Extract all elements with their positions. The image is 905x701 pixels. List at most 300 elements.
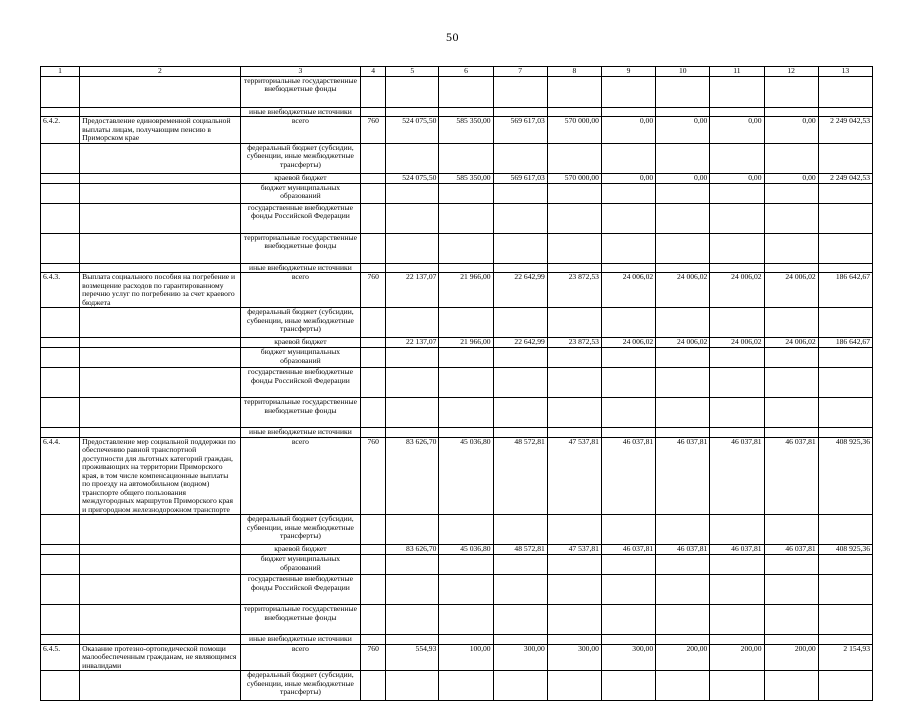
empty-cell xyxy=(710,515,764,545)
table-row xyxy=(41,273,873,308)
amount-cell: 24 006,02 xyxy=(764,338,818,348)
empty-cell xyxy=(601,428,655,438)
amount-cell: 0,00 xyxy=(710,173,764,183)
empty-cell xyxy=(656,368,710,398)
empty-cell xyxy=(439,233,493,263)
empty-cell xyxy=(818,203,872,233)
name-cell xyxy=(80,575,241,605)
empty-cell xyxy=(439,143,493,173)
empty-cell xyxy=(361,368,386,398)
empty-cell xyxy=(710,671,764,701)
amount-cell: 300,00 xyxy=(493,644,547,671)
table-row xyxy=(41,515,873,545)
code-cell xyxy=(41,348,80,368)
code-cell xyxy=(41,76,80,107)
funding-source: иные внебюджетные источники xyxy=(240,107,360,117)
empty-cell xyxy=(547,368,601,398)
code-cell xyxy=(41,671,80,701)
empty-cell xyxy=(386,671,439,701)
empty-cell xyxy=(818,368,872,398)
funding-source: федеральный бюджет (субсидии, субвенции, иные межбюджетные трансферты) xyxy=(240,515,360,545)
amount-cell: 200,00 xyxy=(710,644,764,671)
empty-cell xyxy=(547,635,601,645)
empty-cell xyxy=(656,348,710,368)
amount-cell: 46 037,81 xyxy=(656,437,710,515)
empty-cell xyxy=(601,398,655,428)
amount-cell: 524 075,50 xyxy=(386,173,439,183)
amount-cell: 46 037,81 xyxy=(601,545,655,555)
amount-cell: 24 006,02 xyxy=(710,273,764,308)
header-row xyxy=(41,67,873,77)
amount-cell: 186 642,67 xyxy=(818,273,872,308)
empty-cell xyxy=(493,368,547,398)
amount-cell: 0,00 xyxy=(601,117,655,144)
table-row xyxy=(41,635,873,645)
table-row xyxy=(41,575,873,605)
empty-cell xyxy=(386,348,439,368)
empty-cell xyxy=(601,183,655,203)
empty-cell xyxy=(818,308,872,338)
empty-cell xyxy=(493,308,547,338)
name-cell xyxy=(80,671,241,701)
empty-cell xyxy=(710,398,764,428)
code-cell xyxy=(41,575,80,605)
empty-cell xyxy=(764,398,818,428)
empty-cell xyxy=(439,428,493,438)
table-row xyxy=(41,545,873,555)
empty-cell xyxy=(386,308,439,338)
empty-cell xyxy=(439,308,493,338)
empty-cell xyxy=(710,575,764,605)
empty-cell xyxy=(764,183,818,203)
empty-cell xyxy=(710,308,764,338)
empty-cell xyxy=(361,575,386,605)
name-cell xyxy=(80,368,241,398)
empty-cell xyxy=(493,575,547,605)
column-header: 4 xyxy=(361,67,386,77)
funding-source: государственные внебюджетные фонды Российской Федерации xyxy=(240,575,360,605)
empty-cell xyxy=(547,428,601,438)
amount-cell: 569 617,03 xyxy=(493,117,547,144)
empty-cell xyxy=(818,107,872,117)
empty-cell xyxy=(386,605,439,635)
empty-cell xyxy=(818,605,872,635)
empty-cell xyxy=(710,605,764,635)
empty-cell xyxy=(818,555,872,575)
empty-cell xyxy=(601,575,655,605)
amount-cell: 22 137,07 xyxy=(386,273,439,308)
table-row xyxy=(41,117,873,144)
table-row xyxy=(41,437,873,515)
table-row xyxy=(41,173,873,183)
empty-cell xyxy=(656,263,710,273)
empty-cell xyxy=(439,575,493,605)
item-name: Предоставление мер социальной поддержки по обеспечению равной транспортной доступности для льготных категорий граждан, проживающих на территории Приморского края, в том числе компенсационные выплаты по проезду на автомобильном (водном) транспорте общего пользования междугородных маршрутов Приморского края и пригородном железнодорожном транспорте xyxy=(80,437,241,515)
amount-cell: 48 572,81 xyxy=(493,545,547,555)
table-row xyxy=(41,348,873,368)
table-row xyxy=(41,263,873,273)
amount-cell: 0,00 xyxy=(764,117,818,144)
page-number: 50 xyxy=(446,30,459,44)
empty-cell xyxy=(439,183,493,203)
table-row xyxy=(41,107,873,117)
kbk-code: 760 xyxy=(361,117,386,144)
empty-cell xyxy=(361,338,386,348)
empty-cell xyxy=(601,107,655,117)
empty-cell xyxy=(361,173,386,183)
empty-cell xyxy=(710,183,764,203)
empty-cell xyxy=(764,76,818,107)
funding-source: иные внебюджетные источники xyxy=(240,263,360,273)
empty-cell xyxy=(656,671,710,701)
kbk-code: 760 xyxy=(361,437,386,515)
empty-cell xyxy=(493,183,547,203)
empty-cell xyxy=(361,76,386,107)
column-header: 9 xyxy=(601,67,655,77)
amount-cell: 200,00 xyxy=(656,644,710,671)
funding-source: федеральный бюджет (субсидии, субвенции, иные межбюджетные трансферты) xyxy=(240,671,360,701)
empty-cell xyxy=(656,605,710,635)
empty-cell xyxy=(547,308,601,338)
funding-source: государственные внебюджетные фонды Российской Федерации xyxy=(240,203,360,233)
item-name: Оказание протезно-ортопедической помощи малообеспеченным гражданам, не являющимся инвалидами xyxy=(80,644,241,671)
empty-cell xyxy=(764,143,818,173)
column-header: 3 xyxy=(240,67,360,77)
empty-cell xyxy=(764,308,818,338)
code-cell xyxy=(41,368,80,398)
empty-cell xyxy=(710,143,764,173)
empty-cell xyxy=(764,233,818,263)
empty-cell xyxy=(601,233,655,263)
amount-cell: 570 000,00 xyxy=(547,173,601,183)
item-name: Предоставление единовременной социальной выплаты лицам, получающим пенсию в Приморском крае xyxy=(80,117,241,144)
name-cell xyxy=(80,233,241,263)
kbk-code: 760 xyxy=(361,644,386,671)
empty-cell xyxy=(764,368,818,398)
funding-source: федеральный бюджет (субсидии, субвенции, иные межбюджетные трансферты) xyxy=(240,143,360,173)
empty-cell xyxy=(386,107,439,117)
empty-cell xyxy=(386,76,439,107)
amount-cell: 100,00 xyxy=(439,644,493,671)
empty-cell xyxy=(361,671,386,701)
empty-cell xyxy=(386,143,439,173)
table-row xyxy=(41,76,873,107)
empty-cell xyxy=(493,671,547,701)
empty-cell xyxy=(710,428,764,438)
amount-cell: 46 037,81 xyxy=(764,437,818,515)
empty-cell xyxy=(361,515,386,545)
kbk-code: 760 xyxy=(361,273,386,308)
empty-cell xyxy=(656,635,710,645)
table-row xyxy=(41,605,873,635)
name-cell xyxy=(80,635,241,645)
empty-cell xyxy=(764,428,818,438)
code-cell xyxy=(41,233,80,263)
empty-cell xyxy=(547,76,601,107)
empty-cell xyxy=(439,671,493,701)
amount-cell: 569 617,03 xyxy=(493,173,547,183)
empty-cell xyxy=(656,143,710,173)
empty-cell xyxy=(493,348,547,368)
amount-cell: 0,00 xyxy=(656,117,710,144)
table-row xyxy=(41,203,873,233)
empty-cell xyxy=(386,428,439,438)
empty-cell xyxy=(439,263,493,273)
table-row xyxy=(41,555,873,575)
empty-cell xyxy=(493,76,547,107)
empty-cell xyxy=(493,635,547,645)
column-header: 10 xyxy=(656,67,710,77)
amount-cell: 0,00 xyxy=(764,173,818,183)
code-cell xyxy=(41,398,80,428)
empty-cell xyxy=(361,398,386,428)
empty-cell xyxy=(656,233,710,263)
amount-cell: 570 000,00 xyxy=(547,117,601,144)
empty-cell xyxy=(547,605,601,635)
empty-cell xyxy=(493,428,547,438)
empty-cell xyxy=(764,107,818,117)
empty-cell xyxy=(493,233,547,263)
empty-cell xyxy=(361,605,386,635)
empty-cell xyxy=(493,107,547,117)
code-cell xyxy=(41,515,80,545)
empty-cell xyxy=(601,203,655,233)
empty-cell xyxy=(547,555,601,575)
empty-cell xyxy=(439,605,493,635)
empty-cell xyxy=(764,555,818,575)
amount-cell: 47 537,81 xyxy=(547,437,601,515)
table-row xyxy=(41,183,873,203)
empty-cell xyxy=(656,107,710,117)
code-cell xyxy=(41,173,80,183)
empty-cell xyxy=(386,203,439,233)
empty-cell xyxy=(764,348,818,368)
amount-cell: 585 350,00 xyxy=(439,117,493,144)
amount-cell: 24 006,02 xyxy=(710,338,764,348)
empty-cell xyxy=(818,635,872,645)
empty-cell xyxy=(818,515,872,545)
funding-source: территориальные государственные внебюджетные фонды xyxy=(240,398,360,428)
empty-cell xyxy=(386,575,439,605)
empty-cell xyxy=(764,605,818,635)
empty-cell xyxy=(656,515,710,545)
empty-cell xyxy=(493,263,547,273)
empty-cell xyxy=(601,605,655,635)
item-code: 6.4.2. xyxy=(41,117,80,144)
amount-cell: 524 075,50 xyxy=(386,117,439,144)
empty-cell xyxy=(439,348,493,368)
table-row xyxy=(41,398,873,428)
empty-cell xyxy=(818,428,872,438)
name-cell xyxy=(80,515,241,545)
funding-source: бюджет муниципальных образований xyxy=(240,555,360,575)
empty-cell xyxy=(601,555,655,575)
amount-cell: 300,00 xyxy=(547,644,601,671)
item-code: 6.4.4. xyxy=(41,437,80,515)
column-header: 8 xyxy=(547,67,601,77)
funding-source: государственные внебюджетные фонды Российской Федерации xyxy=(240,368,360,398)
amount-cell: 24 006,02 xyxy=(601,273,655,308)
amount-cell: 46 037,81 xyxy=(601,437,655,515)
empty-cell xyxy=(547,263,601,273)
empty-cell xyxy=(656,203,710,233)
column-header: 13 xyxy=(818,67,872,77)
amount-cell: 22 137,07 xyxy=(386,338,439,348)
empty-cell xyxy=(386,263,439,273)
funding-source: территориальные государственные внебюджетные фонды xyxy=(240,233,360,263)
empty-cell xyxy=(493,555,547,575)
empty-cell xyxy=(386,398,439,428)
code-cell xyxy=(41,635,80,645)
name-cell xyxy=(80,76,241,107)
amount-cell: 24 006,02 xyxy=(764,273,818,308)
amount-cell: 46 037,81 xyxy=(656,545,710,555)
name-cell xyxy=(80,428,241,438)
empty-cell xyxy=(710,203,764,233)
empty-cell xyxy=(601,368,655,398)
empty-cell xyxy=(547,671,601,701)
empty-cell xyxy=(764,671,818,701)
amount-cell: 23 872,53 xyxy=(547,273,601,308)
column-header: 1 xyxy=(41,67,80,77)
empty-cell xyxy=(493,203,547,233)
empty-cell xyxy=(601,671,655,701)
code-cell xyxy=(41,107,80,117)
empty-cell xyxy=(601,308,655,338)
empty-cell xyxy=(818,233,872,263)
funding-source: бюджет муниципальных образований xyxy=(240,183,360,203)
empty-cell xyxy=(818,575,872,605)
column-header: 12 xyxy=(764,67,818,77)
empty-cell xyxy=(656,76,710,107)
empty-cell xyxy=(386,233,439,263)
empty-cell xyxy=(439,203,493,233)
amount-cell: 408 925,36 xyxy=(818,437,872,515)
empty-cell xyxy=(818,348,872,368)
amount-cell: 0,00 xyxy=(601,173,655,183)
name-cell xyxy=(80,143,241,173)
table-row xyxy=(41,644,873,671)
amount-cell: 22 642,99 xyxy=(493,273,547,308)
empty-cell xyxy=(818,671,872,701)
funding-source: краевой бюджет xyxy=(240,338,360,348)
empty-cell xyxy=(361,263,386,273)
amount-cell: 46 037,81 xyxy=(710,545,764,555)
empty-cell xyxy=(710,263,764,273)
amount-cell: 45 036,80 xyxy=(439,545,493,555)
empty-cell xyxy=(439,398,493,428)
empty-cell xyxy=(439,107,493,117)
empty-cell xyxy=(710,233,764,263)
empty-cell xyxy=(764,515,818,545)
empty-cell xyxy=(547,398,601,428)
empty-cell xyxy=(386,183,439,203)
code-cell xyxy=(41,428,80,438)
amount-cell: 21 966,00 xyxy=(439,273,493,308)
empty-cell xyxy=(493,143,547,173)
amount-cell: 2 154,93 xyxy=(818,644,872,671)
funding-source: федеральный бюджет (субсидии, субвенции, иные межбюджетные трансферты) xyxy=(240,308,360,338)
item-code: 6.4.5. xyxy=(41,644,80,671)
amount-cell: 22 642,99 xyxy=(493,338,547,348)
empty-cell xyxy=(386,515,439,545)
empty-cell xyxy=(818,183,872,203)
empty-cell xyxy=(361,308,386,338)
empty-cell xyxy=(710,368,764,398)
empty-cell xyxy=(656,398,710,428)
empty-cell xyxy=(601,515,655,545)
code-cell xyxy=(41,308,80,338)
empty-cell xyxy=(547,575,601,605)
code-cell xyxy=(41,143,80,173)
name-cell xyxy=(80,173,241,183)
column-header: 11 xyxy=(710,67,764,77)
empty-cell xyxy=(386,635,439,645)
empty-cell xyxy=(361,143,386,173)
empty-cell xyxy=(493,605,547,635)
empty-cell xyxy=(547,233,601,263)
name-cell xyxy=(80,545,241,555)
item-name: Выплата социального пособия на погребение и возмещение расходов по гарантированному перечню услуг по погребению за счет краевого бюджета xyxy=(80,273,241,308)
funding-source: всего xyxy=(240,644,360,671)
name-cell xyxy=(80,338,241,348)
funding-source: всего xyxy=(240,273,360,308)
amount-cell: 2 249 042,53 xyxy=(818,173,872,183)
name-cell xyxy=(80,555,241,575)
empty-cell xyxy=(656,428,710,438)
empty-cell xyxy=(601,348,655,368)
empty-cell xyxy=(601,143,655,173)
empty-cell xyxy=(710,348,764,368)
column-header: 6 xyxy=(439,67,493,77)
name-cell xyxy=(80,605,241,635)
empty-cell xyxy=(656,308,710,338)
column-header: 5 xyxy=(386,67,439,77)
column-header: 7 xyxy=(493,67,547,77)
code-cell xyxy=(41,545,80,555)
amount-cell: 24 006,02 xyxy=(656,338,710,348)
empty-cell xyxy=(818,76,872,107)
amount-cell: 0,00 xyxy=(710,117,764,144)
funding-source: территориальные государственные внебюджетные фонды xyxy=(240,76,360,107)
empty-cell xyxy=(439,635,493,645)
empty-cell xyxy=(361,428,386,438)
empty-cell xyxy=(547,183,601,203)
empty-cell xyxy=(386,555,439,575)
budget-table xyxy=(40,66,873,701)
code-cell xyxy=(41,555,80,575)
name-cell xyxy=(80,183,241,203)
empty-cell xyxy=(386,368,439,398)
amount-cell: 186 642,67 xyxy=(818,338,872,348)
empty-cell xyxy=(361,635,386,645)
table-row xyxy=(41,428,873,438)
name-cell xyxy=(80,263,241,273)
amount-cell: 45 036,80 xyxy=(439,437,493,515)
amount-cell: 21 966,00 xyxy=(439,338,493,348)
amount-cell: 46 037,81 xyxy=(764,545,818,555)
amount-cell: 585 350,00 xyxy=(439,173,493,183)
table-row xyxy=(41,671,873,701)
table-row xyxy=(41,308,873,338)
funding-source: бюджет муниципальных образований xyxy=(240,348,360,368)
empty-cell xyxy=(439,76,493,107)
empty-cell xyxy=(361,348,386,368)
empty-cell xyxy=(547,203,601,233)
code-cell xyxy=(41,605,80,635)
table-row xyxy=(41,368,873,398)
empty-cell xyxy=(764,635,818,645)
